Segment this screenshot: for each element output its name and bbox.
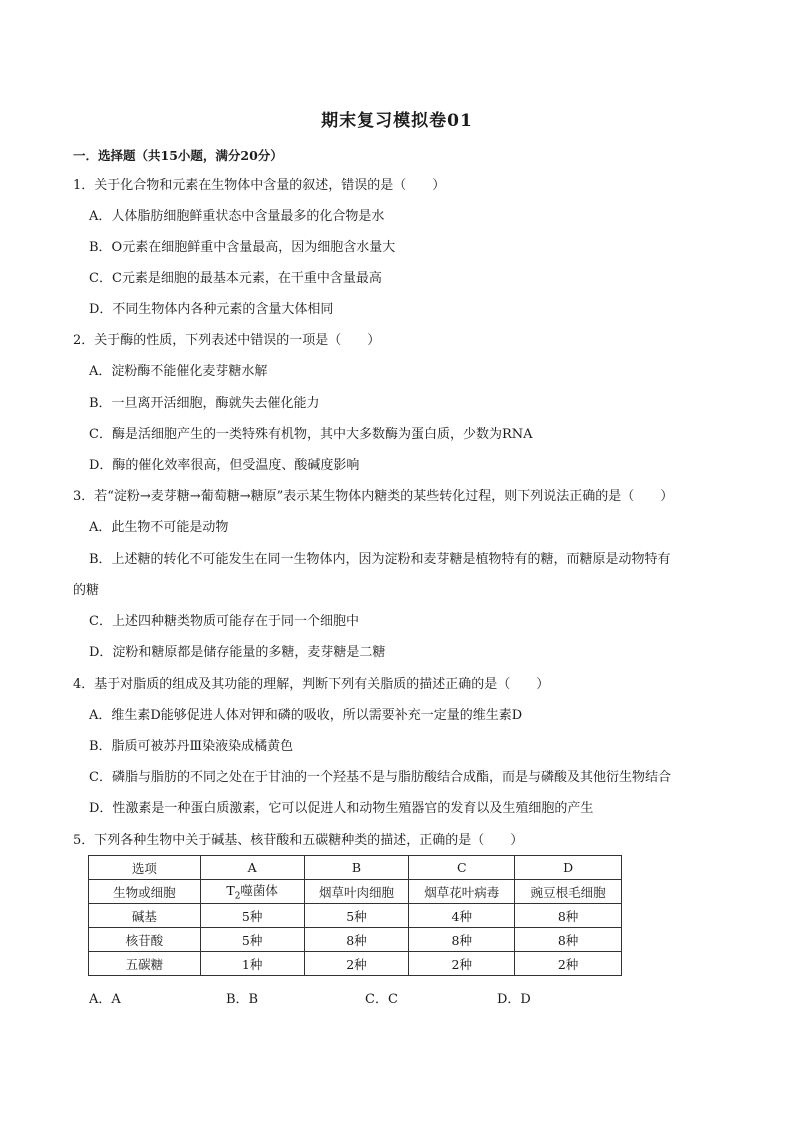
question-1-stem: 1．关于化合物和元素在生物体中含量的叙述，错误的是（ ） xyxy=(73,178,446,193)
question-3-option-b: B．上述糖的转化不可能发生在同一生物体内，因为淀粉和麦芽糖是植物特有的糖，而糖原是动物特有 xyxy=(89,552,671,567)
table-cell: 8种 xyxy=(304,928,409,952)
table-cell: 8种 xyxy=(515,904,622,928)
table-cell: 烟草花叶病毒 xyxy=(409,880,515,904)
table-cell: 生物或细胞 xyxy=(89,880,201,904)
question-4-stem: 4．基于对脂质的组成及其功能的理解，判断下列有关脂质的描述正确的是（ ） xyxy=(73,677,550,692)
question-4-option-c: C．磷脂与脂肪的不同之处在于甘油的一个羟基不是与脂肪酸结合成酯，而是与磷酸及其他衍生物结合 xyxy=(89,770,671,785)
table-row xyxy=(89,952,622,976)
question-4-option-b: B．脂质可被苏丹Ⅲ染液染成橘黄色 xyxy=(89,739,294,754)
table-cell xyxy=(200,880,304,904)
question-5-option-b: B．B xyxy=(226,992,259,1007)
table-cell: 2种 xyxy=(304,952,409,976)
question-3-option-d: D．淀粉和糖原都是储存能量的多糖，麦芽糖是二糖 xyxy=(89,645,386,660)
comparison-table xyxy=(88,855,622,976)
table-cell: 5种 xyxy=(304,904,409,928)
question-5-option-a: A．A xyxy=(89,992,121,1007)
table-cell: 烟草叶肉细胞 xyxy=(304,880,409,904)
question-2-stem: 2．关于酶的性质，下列表述中错误的一项是（ ） xyxy=(73,333,381,348)
table-cell: 8种 xyxy=(515,928,622,952)
section-heading: 一．选择题（共15小题，满分20分） xyxy=(73,148,283,163)
table-row xyxy=(89,880,622,904)
table-row xyxy=(89,928,622,952)
question-3-option-c: C．上述四种糖类物质可能存在于同一个细胞中 xyxy=(89,614,359,629)
phage-suffix: 噬菌体 xyxy=(240,883,278,899)
phage-prefix: T xyxy=(226,883,235,899)
table-cell: 2种 xyxy=(515,952,622,976)
table-cell: 8种 xyxy=(409,928,515,952)
question-3-stem: 3．若“淀粉→麦芽糖→葡萄糖→糖原”表示某生物体内糖类的某些转化过程，则下列说法正确的是（ ） xyxy=(73,489,674,504)
table-cell: 4种 xyxy=(409,904,515,928)
question-2-option-a: A．淀粉酶不能催化麦芽糖水解 xyxy=(89,364,268,379)
question-4-option-d: D．性激素是一种蛋白质激素，它可以促进人和动物生殖器官的发育以及生殖细胞的产生 xyxy=(89,801,594,816)
table-cell: 核苷酸 xyxy=(89,928,201,952)
question-3-option-b-continued: 的糖 xyxy=(73,583,100,598)
question-5-options xyxy=(89,988,609,1007)
table-cell: 豌豆根毛细胞 xyxy=(515,880,622,904)
table-cell: 五碳糖 xyxy=(89,952,201,976)
question-5-option-c: C．C xyxy=(365,992,398,1007)
page-title: 期末复习模拟卷01 xyxy=(321,111,473,131)
question-1-option-d: D．不同生物体内各种元素的含量大体相同 xyxy=(89,302,334,317)
question-5-stem: 5．下列各种生物中关于碱基、核苷酸和五碳糖种类的描述，正确的是（ ） xyxy=(73,833,524,848)
question-5-option-d: D．D xyxy=(497,992,531,1007)
table-header-cell: 选项 xyxy=(89,856,201,880)
table-header-cell: C xyxy=(409,856,515,880)
question-4-option-a: A．维生素D能够促进人体对钾和磷的吸收，所以需要补充一定量的维生素D xyxy=(89,708,523,723)
question-1-option-c: C．C元素是细胞的最基本元素，在干重中含量最高 xyxy=(89,271,382,286)
table-cell: 2种 xyxy=(409,952,515,976)
question-2-option-b: B．一旦离开活细胞，酶就失去催化能力 xyxy=(89,396,320,411)
table-header-cell: D xyxy=(515,856,622,880)
question-1-option-b: B．O元素在细胞鲜重中含量最高，因为细胞含水量大 xyxy=(89,240,396,255)
question-1-option-a: A．人体脂肪细胞鲜重状态中含量最多的化合物是水 xyxy=(89,209,385,224)
phage-subscript: 2 xyxy=(234,891,241,902)
table-header-cell: A xyxy=(200,856,304,880)
table-row xyxy=(89,904,622,928)
table-cell: 5种 xyxy=(200,904,304,928)
question-3-option-a: A．此生物不可能是动物 xyxy=(89,520,229,535)
question-2-option-d: D．酶的催化效率很高，但受温度、酸碱度影响 xyxy=(89,458,360,473)
table-cell: 1种 xyxy=(200,952,304,976)
table-cell: 5种 xyxy=(200,928,304,952)
table-header-cell: B xyxy=(304,856,409,880)
table-header-row xyxy=(89,856,622,880)
question-2-option-c: C．酶是活细胞产生的一类特殊有机物，其中大多数酶为蛋白质，少数为RNA xyxy=(89,427,533,442)
table-cell: 碱基 xyxy=(89,904,201,928)
